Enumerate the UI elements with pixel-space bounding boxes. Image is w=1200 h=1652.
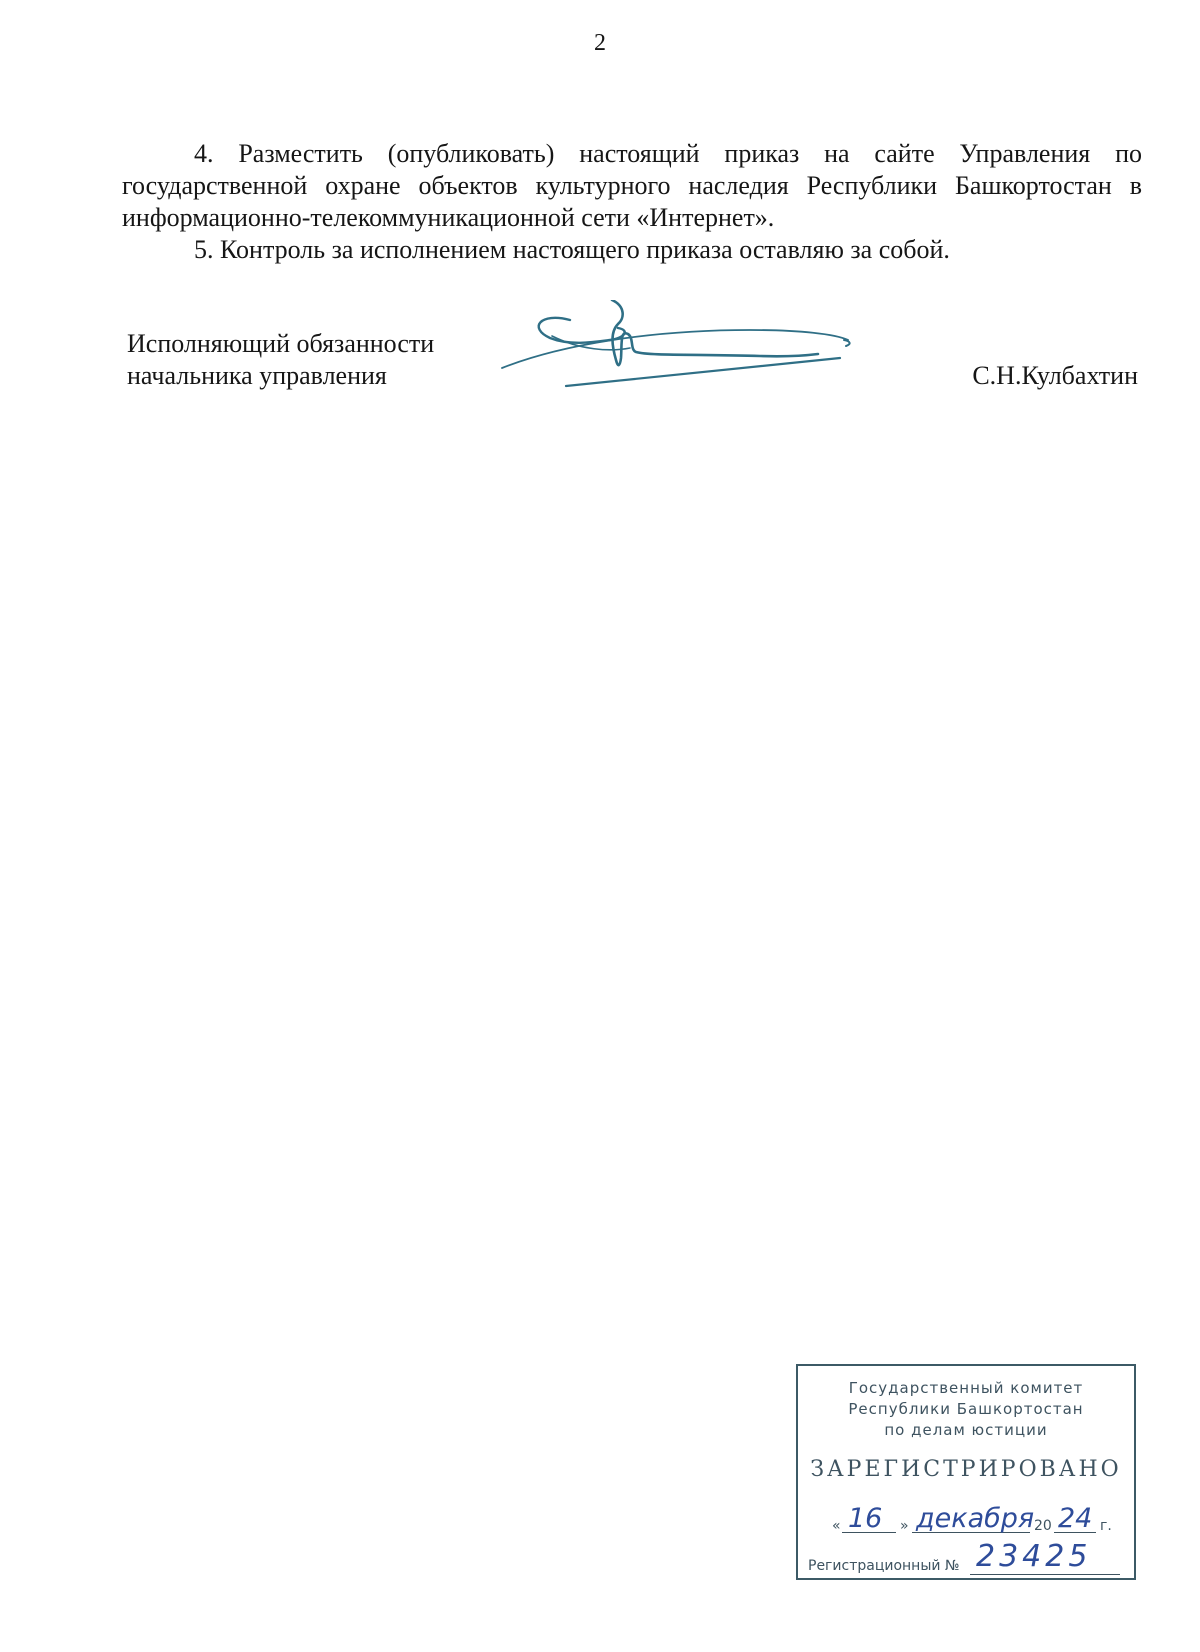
signatory-title-line1: Исполняющий обязанности xyxy=(127,329,435,358)
stamp-date xyxy=(832,1500,1122,1540)
stamp-organization xyxy=(798,1378,1134,1441)
stamp-year-unit: г. xyxy=(1100,1518,1112,1534)
stamp-registration xyxy=(808,1539,1128,1576)
signatory-title-line2: начальника управления xyxy=(127,361,387,390)
signatory-name: С.Н.Кулбахтин xyxy=(972,361,1138,390)
stamp-org-line2: Республики Башкортостан xyxy=(848,1400,1084,1418)
stamp-reg-line xyxy=(970,1574,1120,1575)
stamp-open-quote: « xyxy=(832,1518,841,1534)
stamp-year-prefix: 20 xyxy=(1034,1518,1052,1534)
handwritten-signature xyxy=(500,300,880,415)
signatory-position xyxy=(127,328,434,392)
page-number: 2 xyxy=(594,30,606,56)
order-body-text xyxy=(122,138,1142,266)
stamp-month: декабря xyxy=(916,1503,1035,1534)
stamp-day: 16 xyxy=(848,1503,883,1534)
paragraph-control: 5. Контроль за исполнением настоящего приказа оставляю за собой. xyxy=(194,235,950,264)
stamp-close-quote: » xyxy=(900,1518,909,1534)
stamp-reg-label: Регистрационный № xyxy=(808,1558,960,1574)
stamp-reg-number: 23425 xyxy=(976,1539,1092,1574)
paragraph-publication: 4. Разместить (опубликовать) настоящий приказ на сайте Управления по государственной охране объектов культурного наследия Республики Башкортостан в информационно-телекоммуникационной сети «Интернет». xyxy=(122,139,1142,232)
registration-stamp xyxy=(796,1364,1136,1580)
stamp-org-line3: по делам юстиции xyxy=(884,1421,1048,1439)
stamp-registered-title: ЗАРЕГИСТРИРОВАНО xyxy=(810,1457,1122,1482)
stamp-org-line1: Государственный комитет xyxy=(848,1379,1084,1397)
stamp-year: 24 xyxy=(1058,1503,1093,1534)
